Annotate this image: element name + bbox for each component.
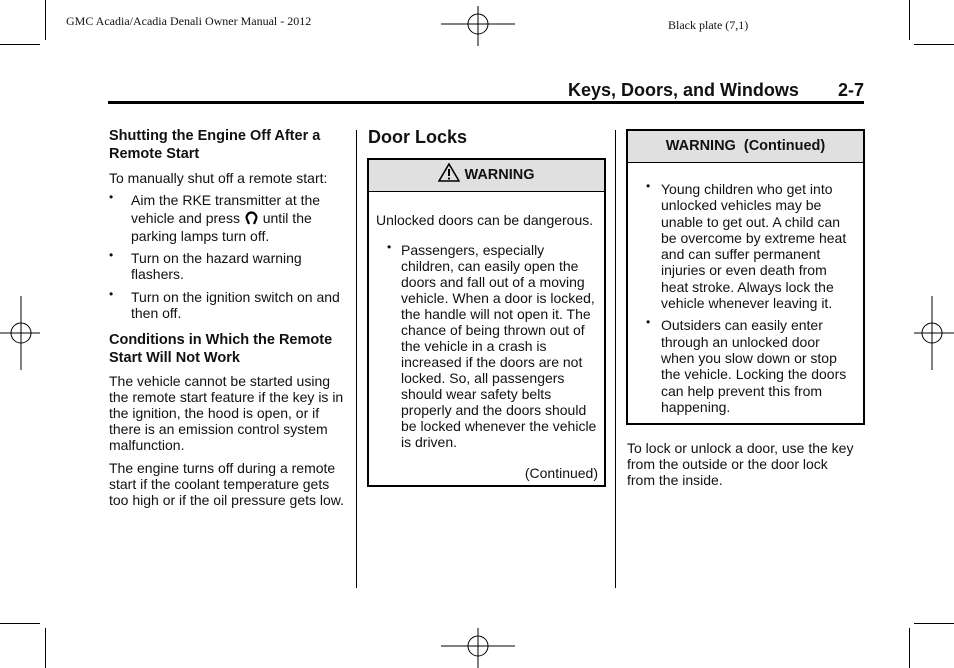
list-item: • Passengers, especially children, can easily open the doors and fall out of a moving vehicle. When a door is locked, the handle will not open it. The chance of being thrown out of the vehicle in a crash is increased if the doors are not locked. So, all passengers should wear safety belts properly and the doors should be locked whenever the vehicle is driven.	[376, 242, 597, 450]
warning-label: WARNING	[464, 167, 535, 183]
warning-box-continued	[626, 129, 865, 425]
registration-crosshair-icon	[0, 296, 40, 370]
paragraph: The vehicle cannot be started using the remote start feature if the key is in the ignition, the hood is open, or if there is an emission control system malfunction.	[109, 373, 344, 453]
list-item: • Turn on the ignition switch on and then off.	[109, 289, 349, 321]
warning-list	[636, 181, 855, 415]
column-divider	[615, 130, 616, 588]
column-divider	[356, 130, 357, 588]
step-text: Aim the RKE transmitter at the vehicle and press	[131, 192, 321, 226]
warning-triangle-icon	[438, 163, 460, 182]
warning-intro: Unlocked doors can be dangerous.	[376, 212, 594, 228]
list-item: • Turn on the hazard warning flashers.	[109, 250, 349, 282]
steps-list	[109, 191, 349, 321]
column-left	[109, 127, 349, 508]
step-text: until the parking lamps turn off.	[131, 210, 312, 244]
warning-body	[628, 163, 863, 415]
section-title: Keys, Doors, and Windows	[568, 80, 799, 100]
section-heading: Shutting the Engine Off After a Remote Start	[109, 128, 321, 162]
page-title: Door Locks	[368, 127, 468, 147]
intro-text: To manually shut off a remote start:	[109, 170, 328, 186]
page-number: 2-7	[838, 80, 865, 100]
warning-body	[369, 192, 604, 450]
registration-crosshair-icon	[441, 628, 515, 668]
warning-header	[369, 160, 604, 192]
paragraph: The engine turns off during a remote start if the coolant temperature gets too high or if the oil pressure gets low.	[109, 460, 345, 508]
plate-label: Black plate (7,1)	[668, 18, 749, 32]
list-item	[109, 191, 349, 245]
remote-start-icon	[244, 209, 259, 225]
warning-header: WARNING (Continued)	[628, 131, 863, 163]
registration-crosshair-icon	[441, 6, 515, 46]
registration-crosshair-icon	[914, 296, 954, 370]
paragraph: To lock or unlock a door, use the key from the outside or the door lock from the inside.	[627, 440, 854, 488]
manual-title: GMC Acadia/Acadia Denali Owner Manual - 2012	[66, 14, 312, 28]
warning-box	[367, 158, 606, 487]
header-rule	[108, 101, 864, 104]
section-heading: Conditions in Which the Remote Start Will Not Work	[109, 332, 333, 366]
list-item: • Outsiders can easily enter through an unlocked door when you slow down or stop the vehicle. Locking the doors can help prevent this from happening.	[636, 317, 855, 415]
continued-label: (Continued)	[524, 465, 598, 481]
warning-list	[376, 242, 597, 450]
list-item: • Young children who get into unlocked vehicles may be unable to get out. A child can be overcome by extreme heat and can suffer permanent injuries or even death from heat stroke. Always lock the vehicle whenever leaving it.	[636, 181, 855, 311]
